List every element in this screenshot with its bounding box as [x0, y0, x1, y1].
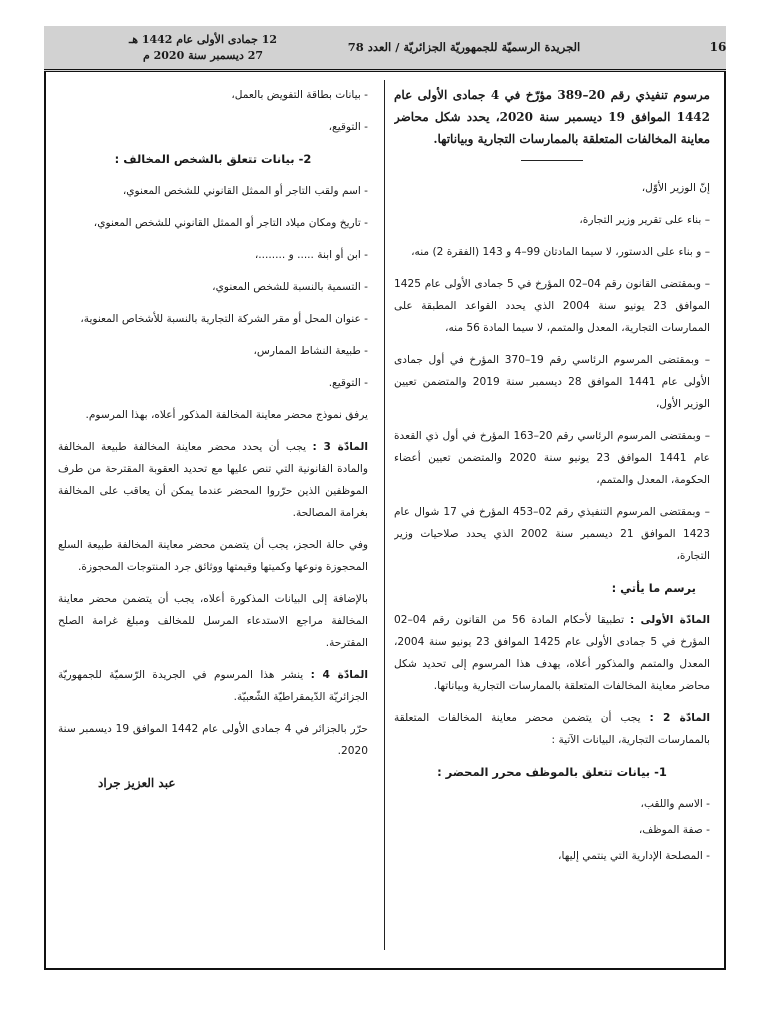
page-number: 16 [709, 40, 727, 54]
list-item: - طبيعة النشاط الممارس، [253, 345, 368, 357]
article-1-label: المادّة الأولى : [630, 614, 710, 626]
list-item: - تاريخ ومكان ميلاد التاجر أو الممثل القانوني للشخص المعنوي، [93, 217, 368, 229]
left-column [58, 84, 368, 954]
article-1 [394, 609, 710, 697]
preamble-item: – وبمقتضى القانون رقم 04–02 المؤرخ في 5 جمادى الأولى عام 1425 الموافق 23 يونيو سنة 2004 الذي يحدد القواعد المطبقة على الممارسات التجارية، المعدل والمتمم، لا سيما المادة 56 منه، [394, 278, 710, 334]
signature: عبد العزيز جراد [98, 776, 176, 790]
decree-title: مرسوم تنفيذي رقم 20–389 مؤرّخ في 4 جمادى الأولى عام 1442 الموافق 19 ديسمبر سنة 2020، يحدد شكل محاضر معاينة المخالفات المتعلقة بالممارسات التجارية وبياناتها. [394, 88, 710, 146]
article-2 [394, 707, 710, 751]
list-item: - الاسم واللقب، [640, 798, 710, 810]
decree-intro: إنّ الوزير الأوّل، [641, 182, 710, 194]
article-3 [58, 436, 368, 524]
closing-statement: حرّر بالجزائر في 4 جمادى الأولى عام 1442 الموافق 19 ديسمبر سنة 2020. [58, 723, 368, 757]
column-divider [384, 80, 385, 950]
issue-date [118, 32, 288, 64]
section-2-heading: 2- بيانات تتعلق بالشخص المخالف : [114, 152, 312, 166]
preamble-item: – بناء على تقرير وزير التجارة، [579, 214, 710, 226]
journal-title: الجريدة الرسميّة للجمهوريّة الجزائريّة / العدد 78 [347, 40, 581, 54]
page-header [44, 26, 726, 72]
list-item: - المصلحة الإدارية التي ينتمي إليها، [558, 850, 710, 862]
article-2-text: يجب أن يتضمن محضر معاينة المخالفات المتعلقة بالممارسات التجارية، البيانات الآتية : [394, 712, 710, 746]
title-rule [521, 160, 583, 161]
article-1-text: تطبيقا لأحكام المادة 56 من القانون رقم 04–02 المؤرخ في 5 جمادى الأولى عام 1425 الموافق 23 يونيو سنة 2004، المعدل والمتمم والمذكور أعلاه، يهدف هذا المرسوم إلى تحديد شكل محاضر معاينة المخالفات المتعلقة بالممارسات التجارية وبياناتها. [394, 614, 710, 692]
list-item: - ابن أو ابنة ..... و ........، [254, 249, 368, 261]
list-item: - اسم ولقب التاجر أو الممثل القانوني للشخص المعنوي، [122, 185, 368, 197]
article-2-label: المادّة 2 : [649, 712, 710, 724]
decrees-heading: يرسم ما يأتي : [611, 581, 696, 595]
preamble-item: – وبمقتضى المرسوم الرئاسي رقم 20–163 المؤرخ في أول ذي القعدة عام 1441 الموافق 23 يونيو سنة 2020 والمتضمن تعيين أعضاء الحكومة، المعدل والمتمم، [394, 430, 710, 486]
issue-date-gregorian: 27 ديسمبر سنة 2020 م [142, 49, 264, 62]
article-4-label: المادّة 4 : [310, 669, 368, 681]
section-1-heading: 1- بيانات تتعلق بالموظف محرر المحضر : [437, 765, 667, 779]
article-3-label: المادّة 3 : [312, 441, 368, 453]
list-item: - التوقيع، [328, 121, 368, 133]
additional-paragraph: بالإضافة إلى البيانات المذكورة أعلاه، يجب أن يتضمن محضر معاينة المخالفة مراجع الاستدعاء المرسل للمخالف ومبلغ غرامة الصلح المقترحة. [58, 593, 368, 649]
list-item: - عنوان المحل أو مقر الشركة التجارية بالنسبة للأشخاص المعنوية، [80, 313, 368, 325]
right-column [394, 84, 710, 954]
list-item: - بيانات بطاقة التفويض بالعمل، [231, 89, 368, 101]
article-4-text: ينشر هذا المرسوم في الجريدة الرّسميّة للجمهوريّة الجزائريّة الدّيمقراطيّة الشّعبيّة. [58, 669, 368, 703]
list-item: - التوقيع. [328, 377, 368, 389]
issue-date-hijri: 12 جمادى الأولى عام 1442 هـ [128, 33, 278, 46]
annex-note: يرفق نموذج محضر معاينة المخالفة المذكور أعلاه، بهذا المرسوم. [85, 409, 368, 421]
seizure-paragraph: وفي حالة الحجز، يجب أن يتضمن محضر معاينة المخالفة طبيعة السلع المحجوزة ونوعها وكميتها وقيمتها ووثائق جرد المنتوجات المحجوزة. [58, 539, 368, 573]
article-4 [58, 664, 368, 708]
preamble-item: – و بناء على الدستور، لا سيما المادتان 99–4 و 143 (الفقرة 2) منه، [411, 246, 710, 258]
article-3-text: يجب أن يحدد محضر معاينة المخالفة طبيعة المخالفة والمادة القانونية التي تنص عليها مع تحديد العقوبة المقترحة من طرف الموظفين الذين حرّروا المحضر عندما يمكن أن يعاقب على المخالفة بغرامة المصالحة. [58, 441, 368, 519]
list-item: - التسمية بالنسبة للشخص المعنوي، [212, 281, 368, 293]
preamble-item: – وبمقتضى المرسوم الرئاسي رقم 19–370 المؤرخ في أول جمادى الأولى عام 1441 الموافق 28 ديسمبر سنة 2019 والمتضمن تعيين الوزير الأول، [394, 354, 710, 410]
preamble-item: – وبمقتضى المرسوم التنفيذي رقم 02–453 المؤرخ في 17 شوال عام 1423 الموافق 21 ديسمبر سنة 2002 الذي يحدد صلاحيات وزير التجارة، [394, 506, 710, 562]
list-item: - صفة الموظف، [638, 824, 710, 836]
